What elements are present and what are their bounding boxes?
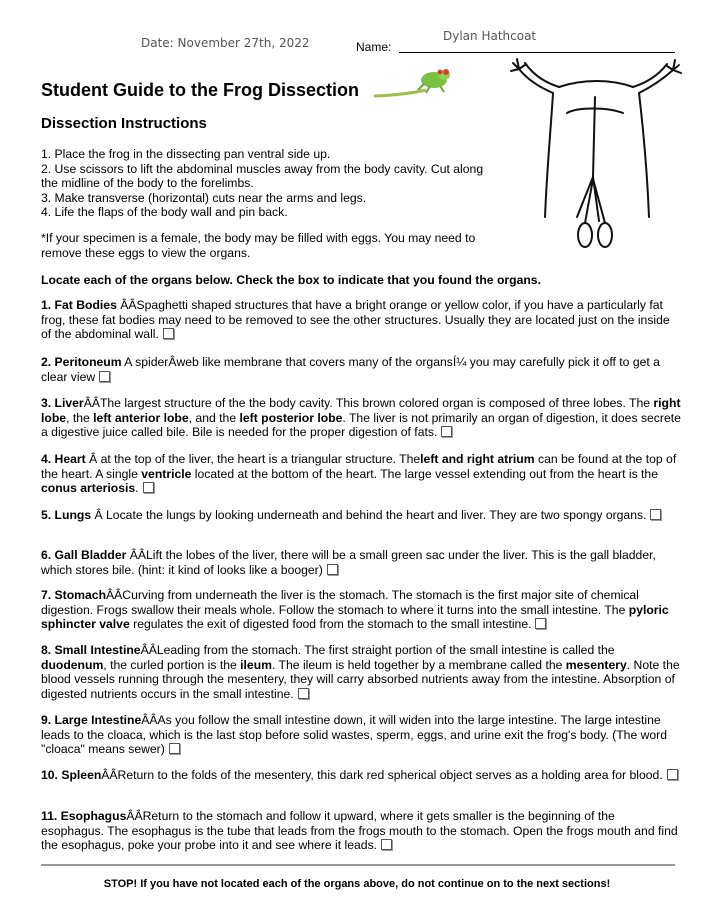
term: left posterior lobe (239, 410, 343, 425)
name-label: Name: (356, 40, 392, 54)
organ-item-large-intestine (41, 713, 681, 757)
organ-name: 5. Lungs (41, 508, 92, 522)
organ-description: ÂÂReturn to the folds of the mesentery, this dark red spherical object serves as a holding area for blood. (101, 768, 663, 782)
student-name: Dylan Hathcoat (443, 29, 537, 43)
instruction-step: 2. Use scissors to lift the abdominal muscles away from the body cavity. Cut along the midline of the body to the forelimbs. (41, 161, 484, 191)
term: mesentery (565, 657, 627, 672)
organ-item-lungs (41, 508, 681, 523)
term: left and right atrium (420, 452, 535, 466)
checkbox[interactable] (298, 688, 309, 699)
section-heading: Dissection Instructions (41, 115, 207, 132)
checkbox[interactable] (327, 564, 338, 575)
organ-item-gall-bladder (41, 548, 681, 577)
checkbox[interactable] (650, 509, 661, 520)
instruction-step: 1. Place the frog in the dissecting pan ventral side up. (41, 147, 331, 161)
locate-instruction: Locate each of the organs below. Check the box to indicate that you found the organs. (41, 273, 541, 287)
organ-name: 8. Small Intestine (41, 643, 141, 657)
organ-name: 4. Heart (41, 452, 86, 466)
organ-item-stomach (41, 588, 681, 632)
term: ventricle (141, 466, 192, 481)
instruction-steps (41, 147, 486, 220)
term: right lobe (41, 396, 681, 425)
organ-name: 6. Gall Bladder (41, 548, 127, 562)
organ-item-liver (41, 396, 681, 440)
organ-description: . (135, 481, 139, 496)
organ-description: A spiderÂweb like membrane that covers many of the organsÍ¼ you may carefully pick it off to get a clear view (41, 355, 660, 384)
organ-item-small-intestine (41, 643, 681, 701)
instruction-step: 3. Make transverse (horizontal) cuts near the arms and legs. (41, 190, 367, 205)
organ-item-fat-bodies (41, 298, 681, 342)
organ-name: 11. Esophagus (41, 809, 127, 823)
checkbox[interactable] (163, 328, 174, 339)
organ-item-spleen (41, 768, 681, 783)
checkbox[interactable] (99, 371, 110, 382)
checkbox[interactable] (381, 839, 392, 850)
organ-description: , the (66, 410, 94, 425)
organ-description: Â Locate the lungs by looking underneath and behind the heart and liver. They are two spongy organs. (91, 508, 647, 522)
organ-description: ÂÂLeading from the stomach. The first straight portion of the small intestine is called the (140, 643, 615, 657)
name-field-line (399, 52, 675, 53)
organ-item-esophagus (41, 809, 681, 853)
stop-warning: STOP! If you have not located each of the organs above, do not continue on to the next sections! (103, 878, 611, 890)
frog-icon (374, 66, 456, 102)
organ-description: Â at the top of the liver, the heart is a triangular structure. The (85, 452, 421, 466)
organ-description: regulates the exit of digested food from the stomach to the small intestine. (129, 617, 532, 632)
female-specimen-note: *If your specimen is a female, the body may be filled with eggs. You may need to remove these eggs to view the organs. (41, 231, 476, 260)
divider (41, 864, 675, 866)
organ-name: 9. Large Intestine (41, 713, 142, 727)
term: duodenum (41, 657, 104, 672)
organ-item-peritoneum (41, 355, 681, 384)
term: conus arteriosis (41, 481, 136, 496)
checkbox[interactable] (667, 769, 678, 780)
organ-name: 10. Spleen (41, 768, 102, 782)
term: pyloric sphincter valve (41, 602, 669, 632)
organ-description: ÂÂLift the lobes of the liver, there will be a small green sac under the liver. This is the gall bladder, which stores bile. (hint: it kind of looks like a booger) (41, 548, 656, 577)
page-title: Student Guide to the Frog Dissection (41, 80, 360, 100)
organ-name: 7. Stomach (41, 588, 107, 602)
checkbox[interactable] (441, 426, 452, 437)
checkbox[interactable] (143, 482, 154, 493)
organ-description: located at the bottom of the heart. The large vessel extending out from the heart is the (191, 466, 658, 481)
organ-description: . The ileum is held together by a membrane called the (272, 657, 566, 672)
organ-name: 1. Fat Bodies (41, 298, 117, 312)
organ-description: ÂÂSpaghetti shaped structures that have a bright orange or yellow color, if you have a particularly fat frog, these fat bodies may need to be removed to see the other structures. Usually they are located just on the inside of the abdominal wall. (41, 298, 670, 342)
organ-description: can be found at the top of the heart. A single (41, 452, 677, 481)
instruction-step: 4. Life the flaps of the body wall and pin back. (41, 205, 288, 220)
checkbox[interactable] (169, 743, 180, 754)
organ-description: ÂÂAs you follow the small intestine down, it will widen into the large intestine. The large intestine leads to the cloaca, which is the last stop before solid wastes, sperm, eggs, and urine exit the frog's body. (The word "cloaca" means sewer) (41, 713, 668, 757)
organ-description: ÂÂCurving from underneath the liver is the stomach. The stomach is the first major site of chemical digestion. Frogs swallow their meals whole. Follow the stomach to where it turns into the small intestine. The (41, 588, 639, 617)
organ-name: 3. Liver (41, 396, 84, 410)
checkbox[interactable] (535, 618, 546, 629)
organ-description: . The liver is not primarily an organ of digestion, it does secrete a digestive juice called bile. Bile is needed for the proper digestion of fats. (41, 410, 681, 440)
organ-description: , and the (188, 410, 240, 425)
organ-description: ÂÂReturn to the stomach and follow it upward, where it gets smaller is the beginning of the esophagus. The esophagus is the tube that leads from the frogs mouth to the stomach. Open the frogs mouth and find the esophagus, poke your probe into it and see where it leads. (41, 809, 678, 853)
date-text: Date: November 27th, 2022 (141, 36, 310, 50)
term: left anterior lobe (93, 410, 189, 425)
organ-name: 2. Peritoneum (41, 355, 122, 369)
organ-description: . Note the blood vessels running through the mesentery, they will carry absorbed nutrients away from the intestine. Absorption of digested nutrients occurs in the small intestine. (41, 657, 680, 701)
term: ileum (240, 657, 272, 672)
organ-item-heart (41, 452, 681, 496)
organ-description: , the curled portion is the (103, 657, 241, 672)
organ-description: ÂÂThe largest structure of the the body cavity. This brown colored organ is composed of three lobes. The (83, 396, 654, 410)
frog-dissection-illustration (507, 57, 687, 252)
